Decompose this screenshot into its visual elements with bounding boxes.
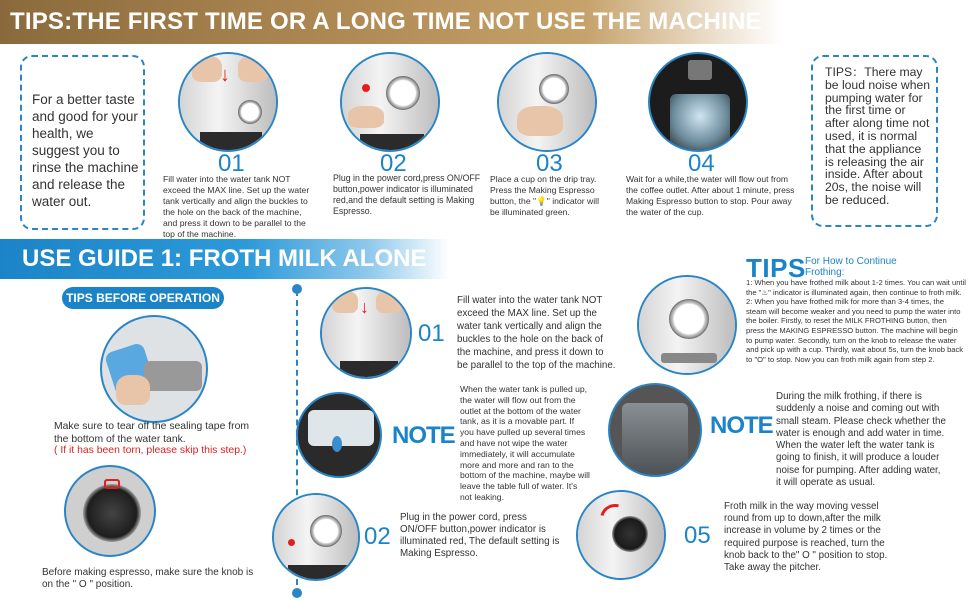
tips-before-label: TIPS BEFORE OPERATION — [62, 287, 224, 309]
guide-step5-image — [576, 490, 666, 580]
step4-image — [648, 52, 748, 152]
step3-number: 03 — [536, 150, 563, 177]
note1-image — [296, 392, 382, 478]
timeline-dot-top — [292, 284, 302, 294]
guide-step5-number: 05 — [684, 522, 711, 549]
step2-number: 02 — [380, 150, 407, 177]
note2-label: NOTE — [710, 412, 773, 439]
guide-step2-number: 02 — [364, 523, 391, 550]
guide-step2-image — [272, 493, 360, 581]
step4-number: 04 — [688, 150, 715, 177]
guide-step1-image: ↓ — [320, 287, 412, 379]
step1-number: 01 — [218, 150, 245, 177]
intro-box — [20, 55, 145, 230]
note1-label: NOTE — [392, 422, 455, 449]
sealing-tape-image — [100, 315, 208, 423]
intro-text: For a better taste and good for your health, we suggest you to rinse the machine and release the water out. — [32, 92, 139, 209]
guide-step1-text: Fill water into the water tank NOT exceed the MAX line. Set up the water tank vertically and align the buckles to the hole on the back of the machine, and press it down to be parallel to the top of the machine. — [457, 295, 616, 371]
note2-text: During the milk frothing, if there is suddenly a noise and coming out with small steam. Please check whether the water is enough and add water in time. When the water left the water tank is going to finish, it will produce a louder noise for pumping. After adding water, it will operate as usual. — [776, 391, 946, 489]
tips-before-text1-red: ( If it has been torn, please skip this step.) — [54, 445, 247, 456]
step2-image — [340, 52, 440, 152]
top-banner — [0, 0, 782, 44]
tips-before-text1: Make sure to tear off the sealing tape from the bottom of the water tank. — [54, 421, 250, 445]
tips-noise-text: TIPS：There may be loud noise when pumping water for the first time or after along time not used, it is normal that the appliance is releasing the air inside. After about 20s, the noise will be reduced. — [825, 65, 931, 207]
guide-step2-text: Plug in the power cord, press ON/OFF button,power indicator is illuminated red, The default setting is Making Espresso. — [400, 512, 560, 559]
step2-text: Plug in the power cord,press ON/OFF button,power indicator is illuminated red,and the default setting is Making Espresso. — [333, 173, 481, 216]
guide-step5-text: Froth milk in the way moving vessel round from up to down,after the milk increase in volume by 2 times or the required purpose is reached, turn the knob back to the" O " position to stop. Take away the pitcher. — [724, 501, 888, 574]
tips-right-text: 1: When you have frothed milk about 1-2 times. You can wait until the "♨" indicator is illuminated again, then continue to froth milk. 2: When you have frothed milk for more than 3-4 times, the steam will become weaker and you need to pump the water into the boiler. Firstly, to reset the MILK FROTHING button, then press the MAKING ESPRESSO button. The machine will begin to pump water. Secondly, turn on the knob to release the water and pick up with a cup. Thirdly, wait about 5s, turn the knob back to "O" to stop. Now you can froth milk again from step 2. — [746, 278, 966, 364]
step4-text: Wait for a while,the water will flow out from the coffee outlet. After about 1 minute, press Making Espresso button to stop. Pour away the water of the cup. — [626, 174, 795, 217]
guide-banner-title: USE GUIDE 1: FROTH MILK ALONE — [22, 245, 427, 272]
guide-step1-number: 01 — [418, 320, 445, 347]
tips-right-title: TIPS — [746, 253, 806, 283]
tips-before-text2: Before making espresso, make sure the knob is on the " O " position. — [42, 567, 254, 590]
note2-image — [608, 383, 702, 477]
knob-image — [64, 465, 156, 557]
tips-right-image — [637, 275, 737, 375]
step3-image — [497, 52, 597, 152]
step1-text: Fill water into the water tank NOT exceed the MAX line. Set up the water tank vertically and align the buckles to the hole on the back of the machine, and press it down to be parallel to the top of the machine. — [163, 174, 310, 239]
timeline-dot-bottom — [292, 588, 302, 598]
step1-image: ↓ — [178, 52, 278, 152]
top-banner-title: TIPS:THE FIRST TIME OR A LONG TIME NOT USE THE MACHINE — [10, 8, 762, 35]
tips-noise-box — [811, 55, 938, 227]
guide-banner — [0, 239, 450, 279]
note1-text: When the water tank is pulled up, the water will flow out from the outlet at the bottom of the water tank, as it is a movable part. If you have pulled up several times and have not wipe the water immediately, it will accumulate more and more and ran to the bottom of the machine, maybe will leave the table full of water. It's not leaking. — [460, 384, 590, 502]
step3-text: Place a cup on the drip tray. Press the Making Espresso button, the "💡" indicator will be illuminated green. — [490, 174, 599, 217]
tips-right-sub: For How to Continue Frothing: — [805, 256, 897, 278]
